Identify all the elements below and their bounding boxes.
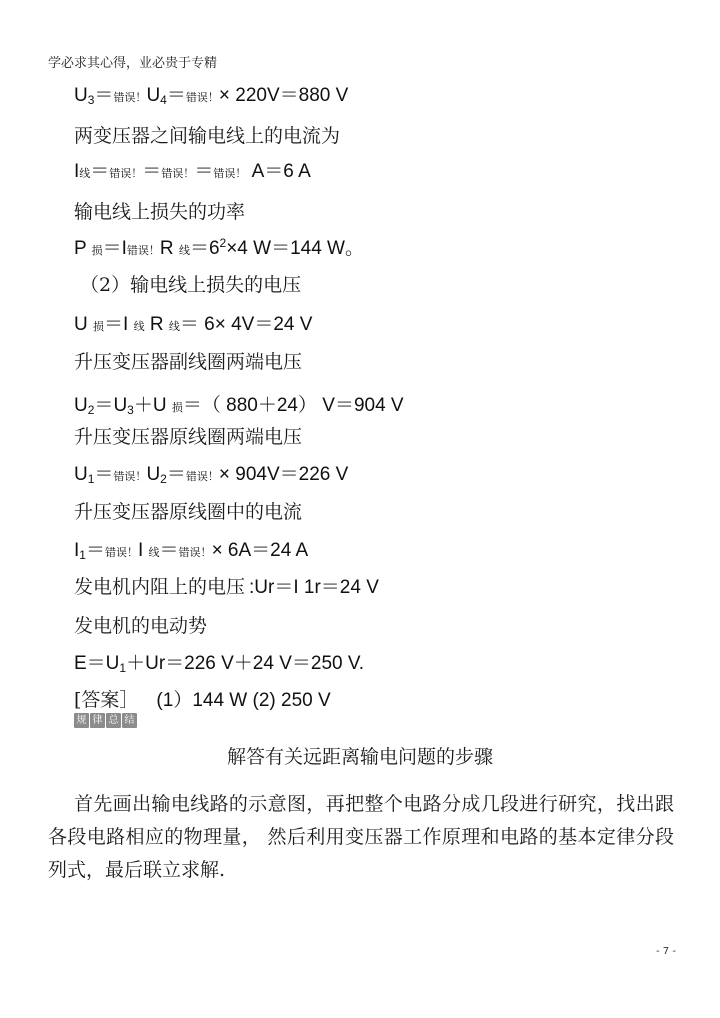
error-marker: 错误！ bbox=[104, 546, 138, 559]
summary-title: 解答有关远距离输电问题的步骤 bbox=[226, 746, 493, 768]
subscript: 4 bbox=[160, 93, 167, 107]
equation-tail: × 220V＝880 V bbox=[218, 85, 349, 106]
var-u: U bbox=[146, 85, 161, 106]
error-marker: 错误！ bbox=[185, 470, 219, 483]
subscript: 线 bbox=[178, 244, 190, 257]
var-r: R bbox=[149, 314, 164, 335]
error-marker: 错误！ bbox=[178, 546, 212, 559]
var-u: ＋U bbox=[133, 395, 167, 416]
internal-voltage-line: 发电机内阻上的电压 :Ur＝I 1r＝24 V bbox=[74, 576, 379, 598]
answer-values: (1）144 W (2) 250 V bbox=[156, 690, 331, 711]
subscript: 线 bbox=[133, 320, 145, 333]
error-marker: 错误！ bbox=[126, 244, 160, 257]
equation-ur: Ur＝I 1r＝24 V bbox=[254, 577, 379, 598]
var-u: U bbox=[113, 395, 128, 416]
subscript: 损 bbox=[93, 320, 105, 333]
subscript: 线 bbox=[79, 167, 91, 180]
badge-char: 规 bbox=[74, 713, 89, 728]
subscript: 损 bbox=[171, 401, 183, 414]
equation-tail: × 6A＝24 A bbox=[211, 540, 309, 561]
equation-u1: $U_1=$错误！$U_2=$错误！× 904V＝226 V bbox=[74, 464, 349, 486]
var-i: I bbox=[121, 238, 127, 259]
equation-emf bbox=[74, 648, 364, 675]
equation-u3: $U_3=$错误！$U_4=$错误！× 220V＝880 V bbox=[74, 85, 349, 107]
text-label: 发电机内阻上的电压 bbox=[74, 576, 246, 598]
error-marker: 错误！ bbox=[113, 470, 147, 483]
badge-char: 总 bbox=[106, 713, 121, 728]
var-r: R bbox=[159, 238, 174, 259]
error-marker: 错误！ bbox=[113, 91, 147, 104]
equation-tail: ＝ 6× 4V＝24 V bbox=[179, 314, 313, 335]
answer-label: [答案］ bbox=[74, 689, 139, 711]
subscript: 2 bbox=[160, 472, 167, 486]
text-line: 升压变压器副线圈两端电压 bbox=[74, 351, 303, 373]
text-line: 升压变压器原线圈中的电流 bbox=[74, 501, 303, 523]
text-line: 升压变压器原线圈两端电压 bbox=[74, 426, 303, 448]
error-marker: 错误！ bbox=[161, 167, 195, 180]
var-u: U bbox=[74, 314, 88, 335]
subscript: 2 bbox=[87, 403, 95, 417]
badge-char: 律 bbox=[90, 713, 105, 728]
page-number: - 7 - bbox=[656, 946, 676, 957]
summary-paragraph: 首先画出输电线路的示意图，再把整个电路分成几段进行研究，找出跟各段电路相应的物理量， 然后利用变压器工作原理和电路的基本定律分段列式，最后联立求解. bbox=[48, 793, 674, 881]
error-marker: 错误！ bbox=[213, 167, 247, 180]
equation-i-line: I线＝错误！＝错误！＝错误！ A＝6 A bbox=[74, 161, 311, 182]
badge-char: 结 bbox=[122, 713, 137, 728]
subscript: 3 bbox=[87, 93, 95, 107]
subscript: 损 bbox=[91, 244, 103, 257]
subscript: 线 bbox=[168, 320, 180, 333]
subscript: 线 bbox=[148, 546, 160, 559]
var-u: U bbox=[74, 395, 88, 416]
var-i: I bbox=[137, 540, 144, 561]
var-i: I bbox=[74, 161, 80, 182]
equation-tail: ＝（ 880＋24） V＝904 V bbox=[182, 395, 404, 416]
equation-tail: × 904V＝226 V bbox=[218, 464, 349, 485]
var-u: U bbox=[146, 464, 161, 485]
var-p: P bbox=[74, 238, 87, 259]
text-line: 发电机的电动势 bbox=[74, 615, 208, 637]
var-u: U bbox=[74, 464, 88, 485]
equation-p-loss: P 损＝I错误！R 线$=6^2\times 4$ W＝144 W。 bbox=[74, 236, 364, 259]
equation-tail: A＝6 A bbox=[251, 161, 311, 182]
answer-line bbox=[74, 685, 331, 712]
text-line: 两变压器之间输电线上的电流为 bbox=[74, 125, 341, 147]
subscript: 1 bbox=[119, 661, 127, 675]
text-line: 输电线上损失的功率 bbox=[74, 201, 246, 223]
summary-badge bbox=[74, 713, 138, 729]
page-header: 学必求其心得，业必贵于专精 bbox=[48, 56, 218, 71]
subscript: 3 bbox=[127, 403, 134, 417]
var-u: U bbox=[74, 85, 88, 106]
error-marker: 错误！ bbox=[109, 167, 143, 180]
error-marker: 错误！ bbox=[185, 91, 219, 104]
equation-u2: $U_2=U_3+U$ 损＝（ 880＋24） V＝904 V bbox=[74, 395, 404, 417]
subscript: 1 bbox=[79, 548, 86, 562]
equation-tail: ×4 W＝144 W。 bbox=[226, 238, 364, 259]
text-line: （2）输电线上损失的电压 bbox=[80, 274, 302, 296]
equation-tail: ＋Ur＝226 V＋24 V＝250 V. bbox=[126, 653, 365, 674]
equation-part: ＝6 bbox=[189, 238, 220, 259]
exponent: 2 bbox=[219, 236, 227, 250]
subscript: 1 bbox=[87, 472, 95, 486]
var-e: E＝U bbox=[74, 653, 120, 674]
equation-i1: $I_1=$错误！I 线＝错误！× 6A＝24 A bbox=[74, 540, 309, 562]
var-i: I bbox=[74, 540, 80, 561]
equation-u-loss: U 损＝I 线 R 线＝ 6× 4V＝24 V bbox=[74, 314, 313, 335]
var-i: I bbox=[123, 314, 129, 335]
